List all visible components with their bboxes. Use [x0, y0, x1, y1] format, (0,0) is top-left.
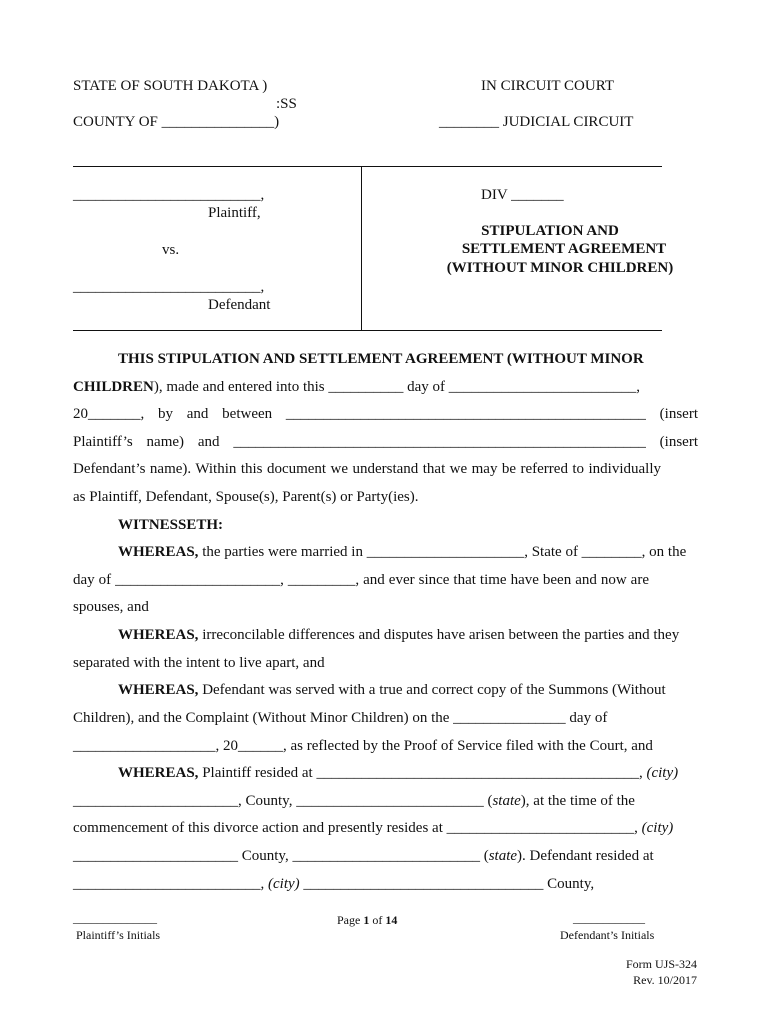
- defendant-label: Defendant: [208, 297, 271, 313]
- whereas-4-line-3: commencement of this divorce action and presently resides at _________________________, (city): [73, 820, 674, 836]
- whereas-3-line-1: WHEREAS, Defendant was served with a true and correct copy of the Summons (Without: [118, 682, 666, 698]
- whereas-1-line-1: WHEREAS, the parties were married in _____________________, State of ________, on the: [118, 544, 687, 560]
- document-title-line-3: (WITHOUT MINOR CHILDREN): [446, 260, 674, 276]
- intro-line-2: CHILDREN), made and entered into this __________ day of _________________________,: [73, 379, 641, 395]
- versus-label: vs.: [162, 242, 180, 258]
- page-number: Page 1 of 14: [337, 913, 398, 927]
- document-title-line-2: SETTLEMENT AGREEMENT: [461, 241, 667, 257]
- intro-line-4: Plaintiff’s name) and _______________________________________________________ (insert: [73, 434, 698, 450]
- whereas-1-line-2: day of ______________________, _________, and ever since that time have been and now are: [73, 572, 649, 588]
- court-name: IN CIRCUIT COURT: [481, 78, 614, 94]
- intro-line-6: as Plaintiff, Defendant, Spouse(s), Parent(s) or Party(ies).: [73, 489, 419, 505]
- plaintiff-name-blank: _________________________,: [73, 187, 265, 203]
- state-line: STATE OF SOUTH DAKOTA ): [73, 78, 268, 94]
- form-id: Form UJS-324: [625, 957, 697, 971]
- plaintiff-initials-label: Plaintiff’s Initials: [76, 928, 161, 942]
- whereas-2-line-2: separated with the intent to live apart, and: [73, 655, 325, 671]
- intro-heading: THIS STIPULATION AND SETTLEMENT AGREEMENT (WITHOUT MINOR: [118, 351, 644, 367]
- division-line: DIV _______: [481, 187, 564, 203]
- whereas-3-line-3: ___________________, 20______, as reflected by the Proof of Service filed with the Court, and: [73, 738, 653, 754]
- defendant-name-blank: _________________________,: [73, 279, 265, 295]
- caption-top-rule: [73, 166, 662, 167]
- plaintiff-initials-blank: ______________: [73, 911, 157, 925]
- whereas-4-line-1: WHEREAS, Plaintiff resided at ___________________________________________, (city): [118, 765, 679, 781]
- defendant-initials-blank: ____________: [573, 911, 645, 925]
- judicial-circuit-line: ________ JUDICIAL CIRCUIT: [439, 114, 634, 130]
- whereas-4-line-5: _________________________, (city) ________________________________ County,: [73, 876, 595, 892]
- defendant-initials-label: Defendant’s Initials: [560, 928, 655, 942]
- ss-marker: :SS: [276, 96, 297, 112]
- whereas-4-line-2: ______________________, County, _________________________ (state), at the time of the: [73, 793, 635, 809]
- caption-divider: [361, 166, 362, 331]
- county-line: COUNTY OF _______________): [73, 114, 280, 130]
- whereas-2-line-1: WHEREAS, irreconcilable differences and disputes have arisen between the parties and they: [118, 627, 680, 643]
- intro-line-5: Defendant’s name). Within this document we understand that we may be referred to individually: [73, 461, 661, 477]
- whereas-3-line-2: Children), and the Complaint (Without Minor Children) on the _______________ day of: [73, 710, 608, 726]
- document-title-line-1: STIPULATION AND: [481, 223, 619, 239]
- plaintiff-label: Plaintiff,: [208, 205, 261, 221]
- witnesseth-heading: WITNESSETH:: [118, 517, 224, 533]
- caption-bottom-rule: [73, 330, 662, 331]
- whereas-1-line-3: spouses, and: [73, 599, 149, 615]
- intro-line-3: 20_______, by and between ________________________________________________ (insert: [73, 406, 698, 422]
- revision-date: Rev. 10/2017: [633, 973, 697, 987]
- whereas-4-line-4: ______________________ County, _________________________ (state). Defendant resided at: [73, 848, 654, 864]
